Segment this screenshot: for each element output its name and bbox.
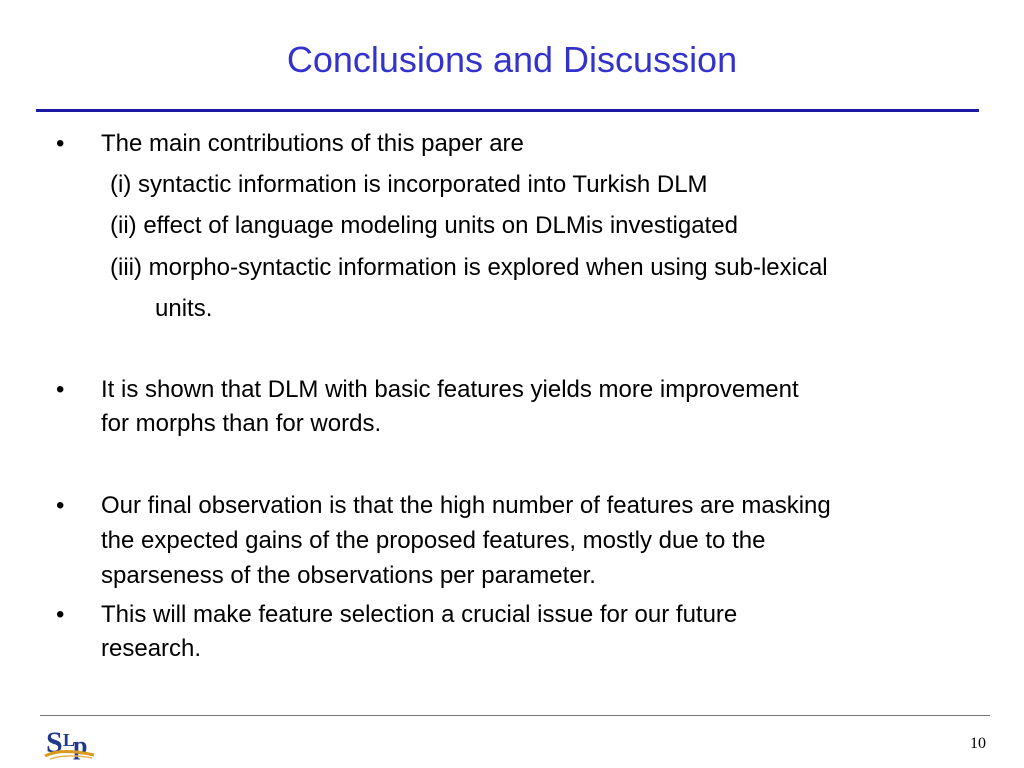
bullet-text: The main contributions of this paper are xyxy=(101,130,524,157)
bullet-marker: • xyxy=(56,130,65,157)
bullet-text-continuation: research. xyxy=(101,635,202,662)
bullet-text-continuation: sparseness of the observations per parameter. xyxy=(101,562,596,589)
bullet-marker: • xyxy=(56,376,65,403)
sub-item: (i) syntactic information is incorporated into Turkish DLM xyxy=(110,171,708,198)
bullet-text: Our final observation is that the high number of features are masking xyxy=(101,492,831,519)
svg-text:S: S xyxy=(46,726,63,759)
slp-logo-icon xyxy=(42,722,98,762)
bullet-marker: • xyxy=(56,492,65,519)
bullet-marker: • xyxy=(56,601,65,628)
svg-text:L: L xyxy=(63,730,76,750)
sub-item: (ii) effect of language modeling units on DLMis investigated xyxy=(110,212,738,239)
bullet-text-continuation: the expected gains of the proposed features, mostly due to the xyxy=(101,527,766,554)
sub-item: (iii) morpho-syntactic information is explored when using sub-lexical xyxy=(110,254,828,281)
page-number: 10 xyxy=(970,735,986,752)
bullet-text-continuation: for morphs than for words. xyxy=(101,410,382,437)
bullet-text: This will make feature selection a crucial issue for our future xyxy=(101,601,738,628)
slide-title: Conclusions and Discussion xyxy=(286,39,738,80)
sub-item-continuation: units. xyxy=(155,295,213,322)
svg-text:p: p xyxy=(73,731,88,760)
bullet-text: It is shown that DLM with basic features yields more improvement xyxy=(101,376,799,403)
footer-divider xyxy=(40,715,990,716)
